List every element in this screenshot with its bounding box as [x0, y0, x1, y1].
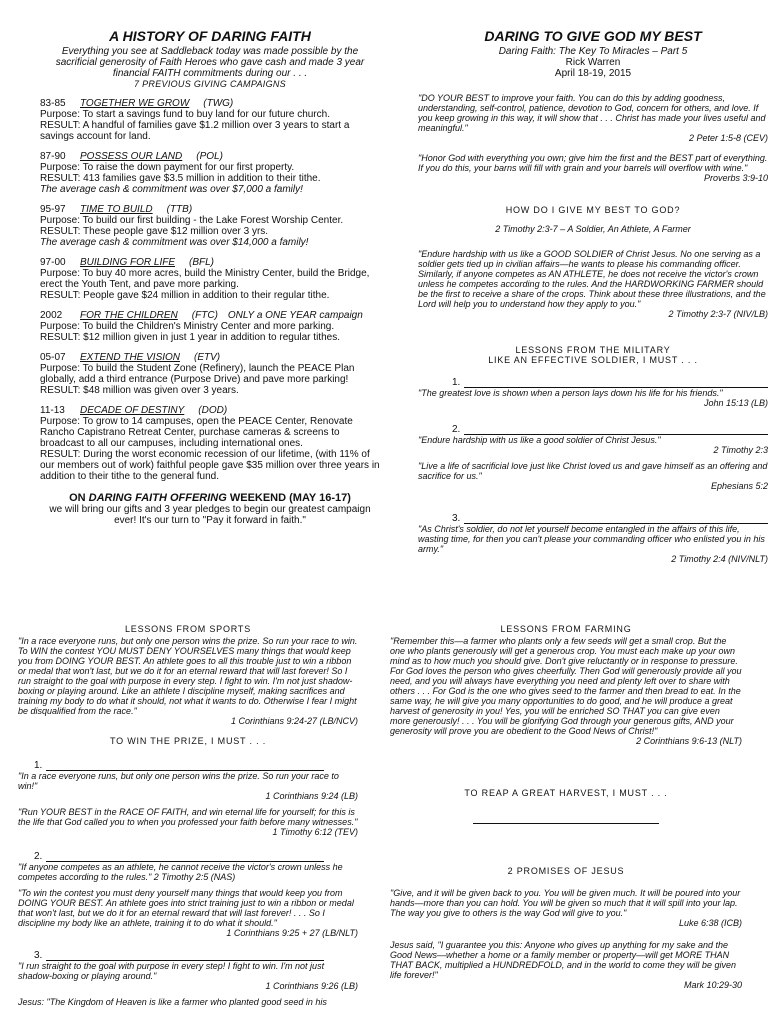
- campaign-line: Purpose: To build the Children's Ministry Center and more parking.: [40, 321, 335, 332]
- offering-text: we will bring our gifts and 3 year pledges to begin our greatest campaign ever! It's our turn to "Pay it forward in faith.": [49, 504, 371, 526]
- military-ref-2b: Ephesians 5:2: [710, 481, 768, 491]
- campaign-average: The average cash & commitment was over $7,000 a family!: [40, 184, 303, 195]
- sports-quote-4: Jesus: "The Kingdom of Heaven is like a farmer who planted good seed in his: [18, 997, 327, 1007]
- offering-on: ON: [69, 492, 86, 504]
- sports-blank-3[interactable]: [34, 950, 324, 961]
- sports-ref-3: 1 Corinthians 9:26 (LB): [265, 981, 358, 991]
- campaign-header: [40, 151, 380, 162]
- campaign-line: Purpose: To buy 40 more acres, build the Ministry Center, build the Bridge, erect the Youth Tent, and pave more parking.: [40, 268, 370, 290]
- best-subtitle: Daring Faith: The Key To Miracles – Part 5: [498, 46, 688, 57]
- campaign-entry: [40, 151, 380, 195]
- campaign-abbr: (BFL): [189, 257, 215, 268]
- promises-title: 2 PROMISES OF JESUS: [507, 866, 625, 876]
- campaign-extra: ONLY a ONE YEAR campaign: [227, 310, 363, 321]
- campaign-line: Purpose: To grow to 14 campuses, open the PEACE Center, Renovate Rancho Capistrano Retreat Center, purchase cameras & screens to broadcast to all our campuses, including international ones.: [40, 416, 353, 449]
- sports-quote-3: "I run straight to the goal with purpose in every step! I fight to win. I'm not just shadow-boxing or playing around.": [18, 961, 325, 981]
- campaign-line: Purpose: To build our first building - the Lake Forest Worship Center.: [40, 215, 344, 226]
- campaign-name: EXTEND THE VISION: [80, 352, 181, 363]
- sports-quote-1b: "Run YOUR BEST in the RACE OF FAITH, and win eternal life for yourself; for this is the life that God called you to when you professed your faith before many witnesses.": [18, 807, 358, 827]
- sports-ref-main: 1 Corinthians 9:24-27 (LB/NCV): [230, 716, 358, 726]
- offering-weekend: WEEKEND (MAY 16-17): [229, 492, 351, 504]
- military-quote-2: "Endure hardship with us like a good soldier of Christ Jesus.": [418, 435, 661, 445]
- sports-column: [18, 624, 358, 1024]
- quote-proverbs: "Honor God with everything you own; give him the first and the BEST part of everything. If you do this, your barns will fill with grain and your barrels will overflow with wine.": [418, 153, 768, 173]
- military-blank-2[interactable]: [452, 424, 768, 435]
- promise-ref-1: Luke 6:38 (ICB): [678, 918, 742, 928]
- ref-peter: 2 Peter 1:5-8 (CEV): [688, 133, 768, 143]
- campaign-abbr: (TWG): [203, 98, 234, 109]
- sports-quote-main: "In a race everyone runs, but only one person wins the prize. So run your race to win. To WIN the contest YOU MUST DENY YOURSELVES many things that would keep you from DOING YOUR BEST. An athlete goes to all this trouble just to win a ribbon or medal that won't last, but we do it for an eternal reward that will last forever! So I run straight to the goal with purpose in every step. I fight to win. I'm not just shadow-boxing or playing around. Like an athlete I discipline myself, making sacrifices and training my body to do what it should, not what it wants to do. Otherwise I fear I might be disqualified from the race.": [18, 636, 358, 716]
- ref-timothy: 2 Timothy 2:3-7 (NIV/LB): [668, 309, 768, 319]
- campaign-entry: [40, 310, 380, 343]
- campaign-entry: [40, 405, 380, 482]
- best-title: DARING TO GIVE GOD MY BEST: [484, 28, 702, 44]
- campaign-line: RESULT: These people gave $12 million over 3 yrs.: [40, 226, 269, 237]
- sports-title: LESSONS FROM SPORTS: [124, 624, 252, 634]
- military-subtitle: LIKE AN EFFECTIVE SOLDIER, I MUST . . .: [488, 355, 698, 365]
- campaign-years: 97-00: [40, 257, 66, 268]
- best-date: April 18-19, 2015: [554, 68, 632, 79]
- military-blank-3-number: 3.: [452, 513, 461, 524]
- ref-proverbs: Proverbs 3:9-10: [703, 173, 768, 183]
- sports-quote-2b: "To win the contest you must deny yourself many things that would keep you from DOING YOUR BEST. An athlete goes into strict training just to win a ribbon or medal that won't last, but we do it for an eternal reward that will last forever! . . . So I discipline my body like an athlete, training it to do what it should.": [18, 888, 354, 928]
- campaign-years: 95-97: [40, 204, 66, 215]
- campaign-line: Purpose: To raise the down payment for our first property.: [40, 162, 295, 173]
- military-blank-1[interactable]: [452, 377, 768, 388]
- campaign-list: [40, 98, 380, 482]
- military-blank-2-number: 2.: [452, 424, 461, 435]
- promise-ref-2: Mark 10:29-30: [683, 980, 742, 990]
- campaign-header: [40, 204, 380, 215]
- campaign-line: RESULT: A handful of families gave $1.2 million over 3 years to start a savings account for land.: [40, 120, 350, 142]
- military-quote-1: "The greatest love is shown when a person lays down his life for his friends.": [418, 388, 723, 398]
- campaign-line: Purpose: To build the Student Zone (Refinery), launch the PEACE Plan globally, add a third entrance (Purpose Drive) and pave more parking!: [40, 363, 355, 385]
- campaign-header: [40, 98, 380, 109]
- campaign-years: 05-07: [40, 352, 66, 363]
- campaign-years: 83-85: [40, 98, 66, 109]
- campaign-abbr: (POL): [196, 151, 223, 162]
- farming-blank[interactable]: [473, 822, 659, 824]
- how-subtitle: 2 Timothy 2:3-7 – A Soldier, An Athlete, A Farmer: [495, 224, 691, 234]
- campaign-years: 87-90: [40, 151, 66, 162]
- offering-title: DARING FAITH OFFERING: [88, 492, 227, 504]
- campaign-line: RESULT: $48 million was given over 3 years.: [40, 385, 239, 396]
- campaign-abbr: (FTC): [191, 310, 218, 321]
- campaign-name: TOGETHER WE GROW: [80, 98, 190, 109]
- military-ref-2: 2 Timothy 2:3: [713, 445, 768, 455]
- military-quote-3: "As Christ's soldier, do not let yourself become entangled in the affairs of this life, wasting time, for then you can't please your commanding officer who enlisted you in his army.": [418, 524, 765, 554]
- campaign-header: [40, 405, 380, 416]
- sports-blank-1-number: 1.: [34, 760, 43, 771]
- quote-timothy: "Endure hardship with us like a GOOD SOLDIER of Christ Jesus. No one serving as a soldier gets tied up in civilian affairs—he wants to please his commanding officer. Similarly, if anyone competes as AN ATHLETE, he does not receive the victor's crown unless he competes according to the rules. And the HARDWORKING FARMER should be the first to receive a share of the crops. Think about these three illustrations, and the Lord will help you to understand how they apply to you.": [418, 249, 766, 309]
- campaign-entry: [40, 98, 380, 142]
- campaign-line: RESULT: 413 families gave $3.5 million in addition to their tithe.: [40, 173, 321, 184]
- farming-title: LESSONS FROM FARMING: [500, 624, 632, 634]
- campaign-name: BUILDING FOR LIFE: [80, 257, 176, 268]
- sports-blank-1[interactable]: [34, 760, 324, 771]
- history-title: A HISTORY OF DARING FAITH: [109, 28, 311, 44]
- campaign-abbr: (TTB): [166, 204, 193, 215]
- sports-blank-3-number: 3.: [34, 950, 43, 961]
- campaign-name: DECADE OF DESTINY: [80, 405, 185, 416]
- campaign-header: [40, 310, 380, 321]
- promise-quote-1: "Give, and it will be given back to you. You will be given much. It will be poured into your hands—more than you can hold. You will be given so much that it will spill into your lap. The way you give to others is the way God will give to you.": [390, 888, 741, 918]
- quote-peter: "DO YOUR BEST to improve your faith. You can do this by adding goodness, understanding, self-control, patience, devotion to God, concern for others, and love. If you keep growing in this way, it will show that . . . Christ has made your lives useful and meaningful.": [418, 93, 766, 133]
- campaign-line: RESULT: People gave $24 million in addition to their regular tithe.: [40, 290, 330, 301]
- campaign-name: POSSESS OUR LAND: [80, 151, 183, 162]
- campaign-entry: [40, 352, 380, 396]
- military-quote-2b: "Live a life of sacrificial love just like Christ loved us and gave himself as an offering and sacrifice for us.": [418, 461, 768, 481]
- campaign-name: TIME TO BUILD: [80, 204, 153, 215]
- campaign-abbr: (DOD): [198, 405, 228, 416]
- campaign-header: [40, 257, 380, 268]
- sports-ref-1b: 1 Timothy 6:12 (TEV): [272, 827, 358, 837]
- history-intro: Everything you see at Saddleback today was made possible by the sacrificial generosity of Faith Heroes who gave cash and made 3 year financial FAITH commitments during our . . .: [55, 46, 365, 79]
- farming-ref-main: 2 Corinthians 9:6-13 (NLT): [636, 736, 742, 746]
- campaign-line: RESULT: $12 million given in just 1 year in addition to regular tithes.: [40, 332, 340, 343]
- previous-campaigns-label: 7 PREVIOUS GIVING CAMPAIGNS: [134, 79, 286, 89]
- sports-must: TO WIN THE PRIZE, I MUST . . .: [109, 736, 266, 746]
- campaign-entry: [40, 204, 380, 248]
- campaign-line: Purpose: To start a savings fund to buy land for our future church.: [40, 109, 330, 120]
- military-blank-3[interactable]: [452, 513, 768, 524]
- campaign-name: FOR THE CHILDREN: [80, 310, 178, 321]
- campaign-abbr: (ETV): [194, 352, 221, 363]
- campaign-line: RESULT: During the worst economic recession of our lifetime, (with 11% of our members out of work) faithful people gave $35 million over three years in addition to their tithe to the general fund.: [40, 449, 380, 482]
- military-blank-1-number: 1.: [452, 377, 461, 388]
- campaign-years: 11-13: [40, 405, 65, 416]
- how-title: HOW DO I GIVE MY BEST TO GOD?: [505, 205, 681, 215]
- sports-quote-2: "If anyone competes as an athlete, he cannot receive the victor's crown unless he competes according to the rules." 2 Timothy 2:5 (NAS): [18, 862, 343, 882]
- military-ref-3: 2 Timothy 2:4 (NIV/NLT): [671, 554, 768, 564]
- offering-heading: [40, 492, 380, 504]
- sports-blank-2-number: 2.: [34, 851, 43, 862]
- sports-quote-1: "In a race everyone runs, but only one person wins the prize. So run your race to win!": [18, 771, 339, 791]
- history-column: [40, 28, 380, 594]
- best-speaker: Rick Warren: [565, 57, 621, 68]
- military-ref-1: John 15:13 (LB): [703, 398, 768, 408]
- campaign-entry: [40, 257, 380, 301]
- best-column: [418, 28, 768, 594]
- farming-column: [390, 624, 742, 1024]
- military-title: LESSONS FROM THE MILITARY: [515, 345, 671, 355]
- campaign-years: 2002: [40, 310, 63, 321]
- farming-quote-main: "Remember this—a farmer who plants only a few seeds will get a small crop. But the one who plants generously will get a generous crop. You must each make up your own mind as to how much you should give. Don't give reluctantly or in response to pressure. For God loves the person who gives cheerfully. Then God will generously provide all you need, and you will always have everything you need and plenty left over to share with others . . . For God is the one who gives seed to the farmer and then bread to eat. In the same way, he will give you many opportunities to do good, and he will produce a great harvest of generosity in you! Yes, you will be enriched SO THAT you can give even more generously! . . . You will be glorifying God through your generous gifts, AND your generosity will prove you are obedient to the Good News of Christ!": [390, 636, 742, 736]
- campaign-average: The average cash & commitment was over $14,000 a family!: [40, 237, 309, 248]
- sports-ref-1: 1 Corinthians 9:24 (LB): [265, 791, 358, 801]
- promise-quote-2: Jesus said, "I guarantee you this: Anyone who gives up anything for my sake and the Good News—whether a home or a family member or property—will get MORE THAN THAT BACK, multiplied a HUNDREDFOLD, and in the world to come they will be given life forever!": [390, 940, 736, 980]
- sports-ref-2b: 1 Corinthians 9:25 + 27 (LB/NLT): [226, 928, 358, 938]
- sports-blank-2[interactable]: [34, 851, 324, 862]
- campaign-header: [40, 352, 380, 363]
- farming-must: TO REAP A GREAT HARVEST, I MUST . . .: [464, 788, 668, 798]
